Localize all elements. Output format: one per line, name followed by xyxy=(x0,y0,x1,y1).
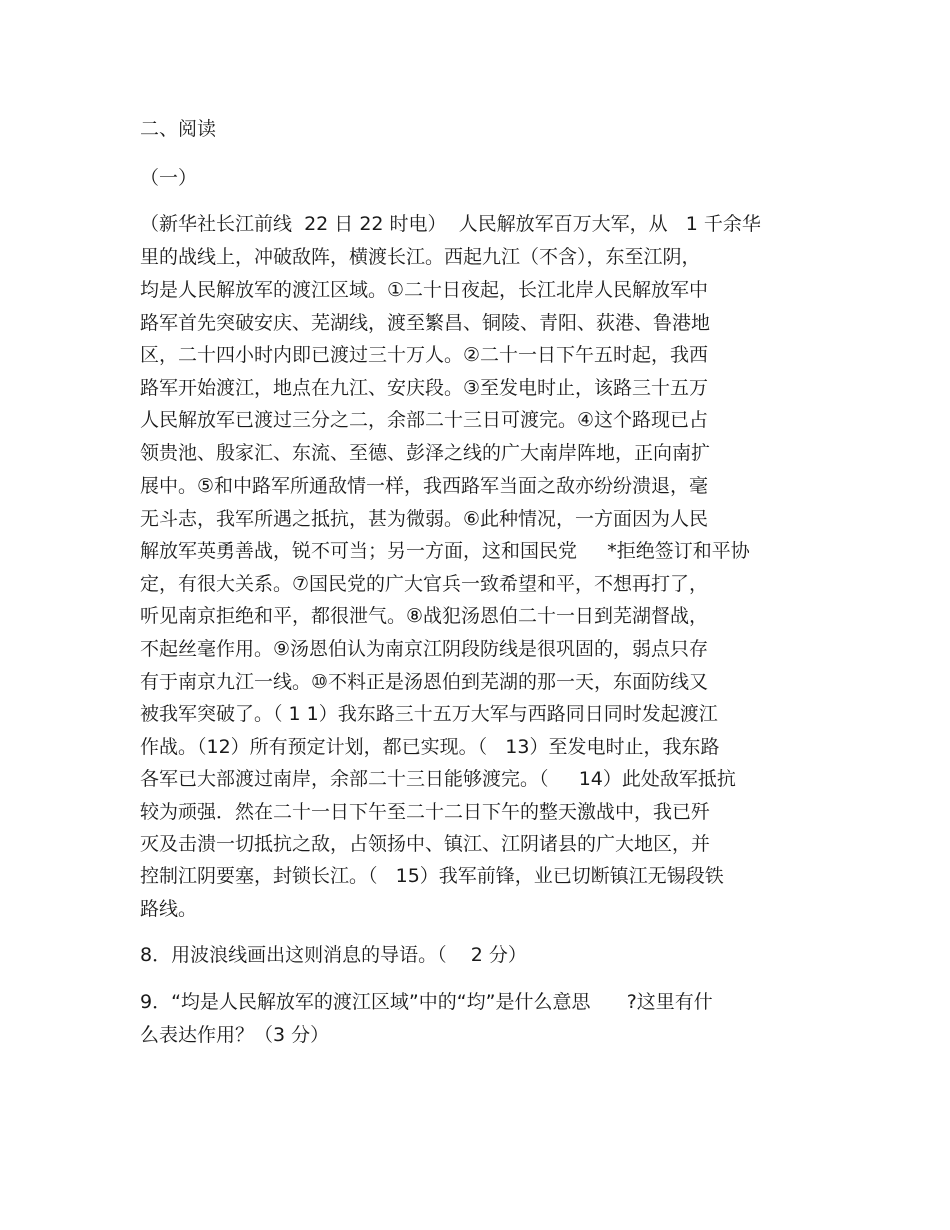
passage-line: 有于南京九江一线。⑩不料正是汤恩伯到芜湖的那一天，东面防线又 xyxy=(140,671,709,693)
question-9-line-1: 9．“均是人民解放军的渡江区域”中的“均”是什么意思 ?这里有什 xyxy=(140,991,713,1013)
passage-line: 路线。 xyxy=(140,898,198,920)
question-8: 8．用波浪线画出这则消息的导语。（ 2 分） xyxy=(140,944,527,966)
passage-line: 较为顽强．然在二十一日下午至二十二日下午的整天激战中，我已歼 xyxy=(140,801,711,823)
passage-line: 展中。⑤和中路军所通敌情一样，我西路军当面之敌亦纷纷溃退，毫 xyxy=(140,475,709,497)
passage-line: （新华社长江前线 22 日 22 时电） 人民解放军百万大军，从 1 千余华 xyxy=(140,213,761,235)
passage-line: 各军已大部渡过南岸，余部二十三日能够渡完。（ 14）此处敌军抵抗 xyxy=(140,768,736,790)
passage-line: 路军开始渡江，地点在九江、安庆段。③至发电时止，该路三十五万 xyxy=(140,377,709,399)
passage-line: 均是人民解放军的渡江区域。①二十日夜起，长江北岸人民解放军中 xyxy=(140,279,709,301)
passage-line: 区，二十四小时内即已渡过三十万人。②二十一日下午五时起，我西 xyxy=(140,344,709,366)
passage-line: 听见南京拒绝和平，都很泄气。⑧战犯汤恩伯二十一日到芜湖督战， xyxy=(140,605,709,627)
question-9-line-2: 么表达作用？（3 分） xyxy=(140,1024,330,1046)
subsection-heading: （一） xyxy=(140,167,198,189)
passage-line: 领贵池、殷家汇、东流、至德、彭泽之线的广大南岸阵地，正向南扩 xyxy=(140,442,711,464)
passage-line: 解放军英勇善战，锐不可当；另一方面，这和国民党 *拒绝签订和平协 xyxy=(140,540,750,562)
passage-line: 里的战线上，冲破敌阵，横渡长江。西起九江（不含），东至江阴， xyxy=(140,246,701,268)
passage-line: 作战。（12）所有预定计划，都已实现。（ 13）至发电时止，我东路 xyxy=(140,736,720,758)
passage-line: 无斗志，我军所遇之抵抗，甚为微弱。⑥此种情况，一方面因为人民 xyxy=(140,508,709,530)
passage-line: 不起丝毫作用。⑨汤恩伯认为南京江阴段防线是很巩固的，弱点只存 xyxy=(140,638,709,660)
passage-line: 控制江阴要塞，封锁长江。（ 15）我军前锋，业已切断镇江无锡段铁 xyxy=(140,865,724,887)
passage-line: 人民解放军已渡过三分之二，余部二十三日可渡完。④这个路现已占 xyxy=(140,409,709,431)
passage-line: 定，有很大关系。⑦国民党的广大官兵一致希望和平，不想再打了， xyxy=(140,573,709,595)
passage-line: 灭及击溃一切抵抗之敌，占领扬中、镇江、江阴诸县的广大地区，并 xyxy=(140,833,711,855)
passage-line: 路军首先突破安庆、芜湖线，渡至繁昌、铜陵、青阳、荻港、鲁港地 xyxy=(140,312,711,334)
passage-line: 被我军突破了。（ 1 1）我东路三十五万大军与西路同日同时发起渡江 xyxy=(140,703,718,725)
section-heading: 二、阅读 xyxy=(140,118,217,140)
